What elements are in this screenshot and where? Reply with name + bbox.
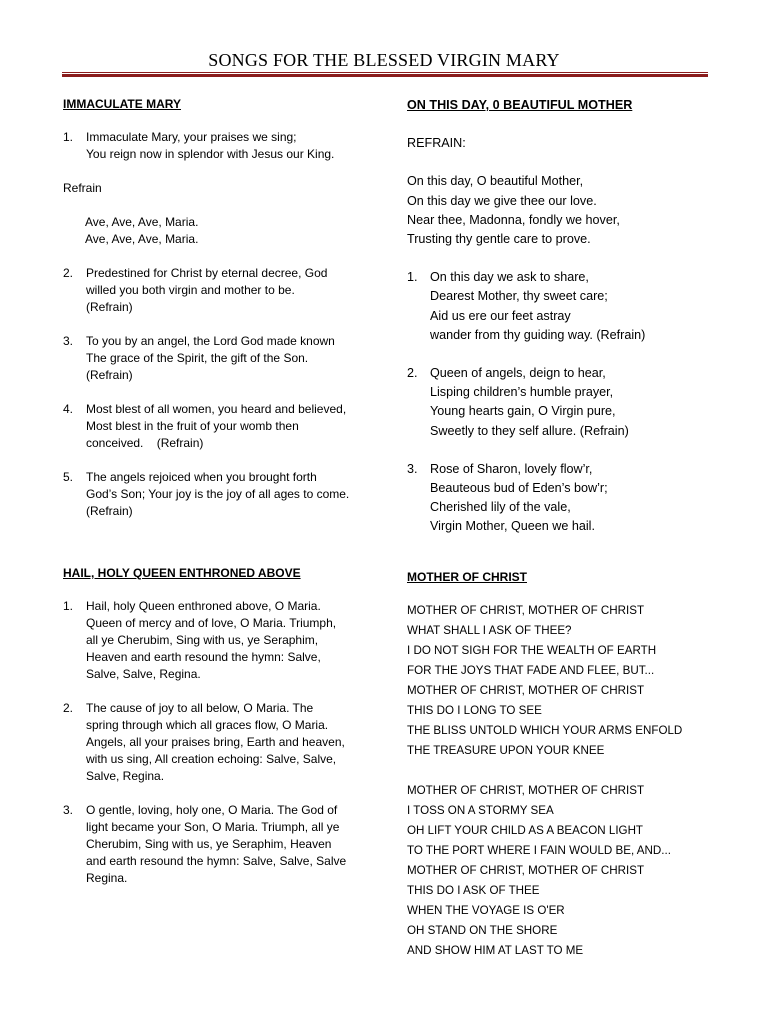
verse-1: 1. On this day we ask to share, Dearest Mother, thy sweet care; Aid us ere our feet astray wander from thy guiding way. (Refrain) xyxy=(407,270,646,342)
verse-3: 3. Rose of Sharon, lovely flow’r, Beauteous bud of Eden’s bow’r; Cherished lily of the vale, Virgin Mother, Queen we hail. xyxy=(407,461,608,534)
verse-1: 1. Immaculate Mary, your praises we sing; You reign now in splendor with Jesus our King. xyxy=(63,130,335,161)
song-heading-on-this-day: ON THIS DAY, 0 BEAUTIFUL MOTHER xyxy=(407,98,633,112)
verse-2: 2. Predestined for Christ by eternal decree, God willed you both virgin and mother to be. (Refrain) xyxy=(63,266,328,314)
stanza-1: MOTHER OF CHRIST, MOTHER OF CHRIST WHAT SHALL I ASK OF THEE? I DO NOT SIGH FOR THE WEALTH OF EARTH FOR THE JOYS THAT FADE AND FLEE, BUT... MOTHER OF CHRIST, MOTHER OF CHRIST THIS DO I LONG TO SEE THE BLISS UNTOLD WHICH YOUR ARMS ENFOLD THE TREASURE UPON YOUR KNEE xyxy=(407,603,683,757)
song-heading-mother-of-christ: MOTHER OF CHRIST xyxy=(407,569,527,584)
stanza-2: MOTHER OF CHRIST, MOTHER OF CHRIST I TOSS ON A STORMY SEA OH LIFT YOUR CHILD AS A BEACON LIGHT TO THE PORT WHERE I FAIN WOULD BE, AND... MOTHER OF CHRIST, MOTHER OF CHRIST THIS DO I ASK OF THEE WHEN THE VOYAGE IS O'ER OH STAND ON THE SHORE AND SHOW HIM AT LAST TO ME xyxy=(407,783,671,957)
verse-5: 5. The angels rejoiced when you brought forth God’s Son; Your joy is the joy of all ages to come. (Refrain) xyxy=(63,470,350,518)
verse-3: 3. To you by an angel, the Lord God made known The grace of the Spirit, the gift of the Son. (Refrain) xyxy=(63,334,335,382)
title-divider xyxy=(62,72,708,77)
refrain-label: REFRAIN: xyxy=(407,136,466,151)
verse-4: 4. Most blest of all women, you heard and believed, Most blest in the fruit of your womb then conceived. (Refrain) xyxy=(63,402,347,450)
verse-2: 2. Queen of angels, deign to hear, Lisping children’s humble prayer, Young hearts gain, O Virgin pure, Sweetly to they self allure. (Refrain) xyxy=(407,366,629,438)
left-column xyxy=(63,96,363,887)
refrain-lines: On this day, O beautiful Mother, On this day we give thee our love. Near thee, Madonna, fondly we hover, Trusting thy gentle care to prove. xyxy=(407,174,620,247)
verse-3: 3. O gentle, loving, holy one, O Maria. The God of light became your Son, O Maria. Triumph, all ye Cherubim, Sing with us, ye Seraphim, Heaven and earth resound the hymn: Salve, Salve, Salve Regina. xyxy=(63,803,347,885)
refrain-lines: Ave, Ave, Ave, Maria. Ave, Ave, Ave, Maria. xyxy=(85,215,199,246)
right-column xyxy=(407,96,707,961)
verse-2: 2. The cause of joy to all below, O Maria. The spring through which all graces flow, O Maria. Angels, all your praises bring, Earth and heaven, with us sing, All creation echoing: Salve, Salve, Salve, Regina. xyxy=(63,701,345,783)
song-heading-immaculate-mary: IMMACULATE MARY xyxy=(63,97,181,111)
verse-1: 1. Hail, holy Queen enthroned above, O Maria. Queen of mercy and of love, O Maria. Triumph, all ye Cherubim, Sing with us, ye Seraphim, Heaven and earth resound the hymn: Salve, Salve, Salve, Regina. xyxy=(63,599,337,681)
page-title: SONGS FOR THE BLESSED VIRGIN MARY xyxy=(208,50,560,70)
song-heading-hail-holy-queen: HAIL, HOLY QUEEN ENTHRONED ABOVE xyxy=(63,566,301,580)
refrain-label: Refrain xyxy=(63,181,102,195)
